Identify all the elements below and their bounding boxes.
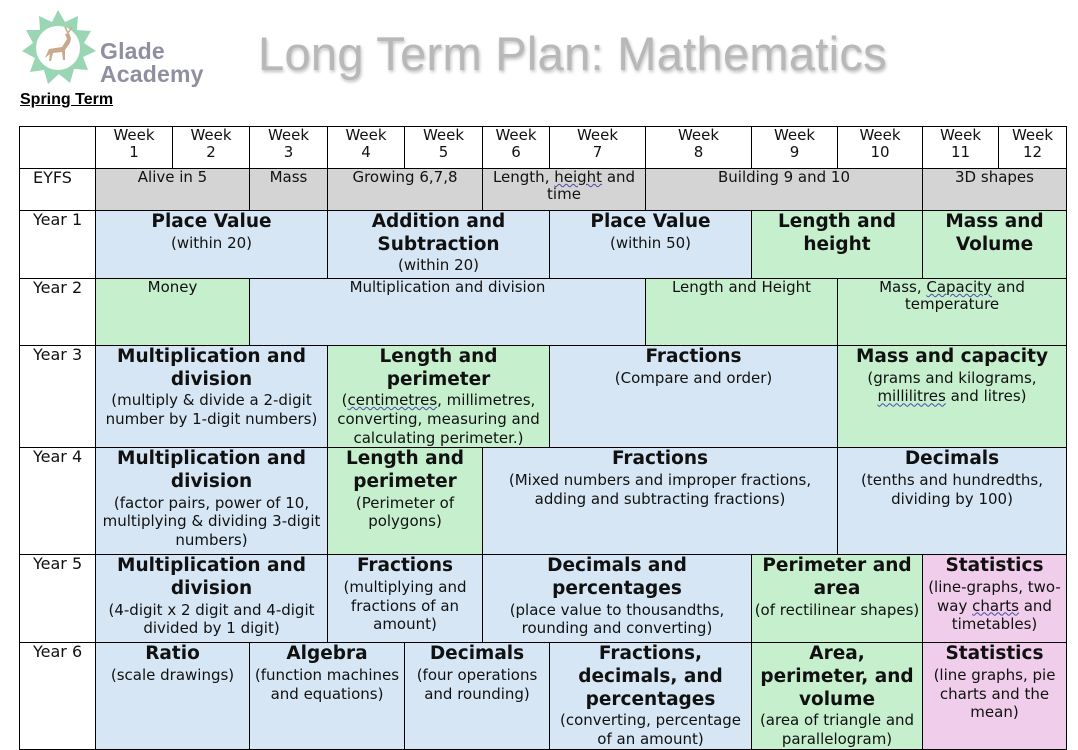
topic-cell: Perimeter and area (of rectilinear shapes) [752, 555, 923, 643]
year6-row [20, 643, 1067, 749]
topic-cell: Alive in 5 [96, 169, 250, 211]
year3-row [20, 346, 1067, 448]
topic-cell: Addition and Subtraction (within 20) [328, 211, 550, 279]
week-header: Week 1 [96, 127, 173, 169]
row-label: EYFS [20, 169, 96, 211]
topic-cell: Growing 6,7,8 [328, 169, 483, 211]
week-header: Week 11 [923, 127, 999, 169]
deer-sun-icon [18, 8, 98, 88]
corner-cell [20, 127, 96, 169]
topic-cell: Mass and Volume [923, 211, 1067, 279]
week-header: Week 8 [646, 127, 752, 169]
year2-row [20, 279, 1067, 346]
page-title: Long Term Plan: Mathematics [258, 27, 887, 80]
topic-cell: Length and Height [646, 279, 838, 346]
year4-row [20, 448, 1067, 555]
week-header: Week 3 [250, 127, 328, 169]
week-header: Week 9 [752, 127, 838, 169]
week-header: Week 6 [483, 127, 550, 169]
topic-cell: Fractions (multiplying and fractions of an amount) [328, 555, 483, 643]
week-header: Week 5 [405, 127, 483, 169]
topic-cell: Money [96, 279, 250, 346]
row-label: Year 6 [20, 643, 96, 749]
topic-cell: Place Value (within 50) [550, 211, 752, 279]
topic-cell: Fractions, decimals, and percentages (converting, percentage of an amount) [550, 643, 752, 749]
topic-cell: Fractions (Mixed numbers and improper fractions, adding and subtracting fractions) [483, 448, 838, 555]
week-header: Week 7 [550, 127, 646, 169]
topic-cell: Length and perimeter (centimetres, millimetres, converting, measuring and calculating perimeter.) [328, 346, 550, 448]
topic-cell: Length and height [752, 211, 923, 279]
topic-cell: Place Value (within 20) [96, 211, 328, 279]
topic-cell: Multiplication and division [250, 279, 646, 346]
logo-text-line1: Glade [100, 38, 165, 64]
year5-row [20, 555, 1067, 643]
topic-cell: 3D shapes [923, 169, 1067, 211]
topic-cell: Length and perimeter (Perimeter of polygons) [328, 448, 483, 555]
header-row [20, 127, 1067, 169]
topic-cell: Mass [250, 169, 328, 211]
row-label: Year 2 [20, 279, 96, 346]
row-label: Year 3 [20, 346, 96, 448]
week-header: Week 2 [173, 127, 250, 169]
week-header: Week 10 [838, 127, 923, 169]
topic-cell: Length, height and time [483, 169, 646, 211]
topic-cell: Fractions (Compare and order) [550, 346, 838, 448]
eyfs-row [20, 169, 1067, 211]
topic-cell: Multiplication and division (factor pairs, power of 10, multiplying & dividing 3-digit numbers) [96, 448, 328, 555]
topic-cell: Building 9 and 10 [646, 169, 923, 211]
long-term-plan-table [19, 126, 1067, 750]
school-logo [18, 8, 218, 92]
topic-cell: Area, perimeter, and volume (area of triangle and parallelogram) [752, 643, 923, 749]
logo-text-line2: Academy [100, 61, 204, 87]
topic-cell: Multiplication and division (multiply & divide a 2-digit number by 1-digit numbers) [96, 346, 328, 448]
topic-cell: Algebra (function machines and equations) [250, 643, 405, 749]
year1-row [20, 211, 1067, 279]
topic-cell: Mass and capacity (grams and kilograms, millilitres and litres) [838, 346, 1067, 448]
row-label: Year 5 [20, 555, 96, 643]
topic-cell: Decimals and percentages (place value to thousandths, rounding and converting) [483, 555, 752, 643]
row-label: Year 4 [20, 448, 96, 555]
row-label: Year 1 [20, 211, 96, 279]
week-header: Week 12 [999, 127, 1067, 169]
topic-cell: Multiplication and division (4-digit x 2 digit and 4-digit divided by 1 digit) [96, 555, 328, 643]
topic-cell: Statistics (line-graphs, two-way charts and timetables) [923, 555, 1067, 643]
topic-cell: Statistics (line graphs, pie charts and the mean) [923, 643, 1067, 749]
topic-cell: Ratio (scale drawings) [96, 643, 250, 749]
topic-cell: Mass, Capacity and temperature [838, 279, 1067, 346]
topic-cell: Decimals (four operations and rounding) [405, 643, 550, 749]
topic-cell: Decimals (tenths and hundredths, dividing by 100) [838, 448, 1067, 555]
term-heading: Spring Term [20, 91, 114, 108]
week-header: Week 4 [328, 127, 405, 169]
